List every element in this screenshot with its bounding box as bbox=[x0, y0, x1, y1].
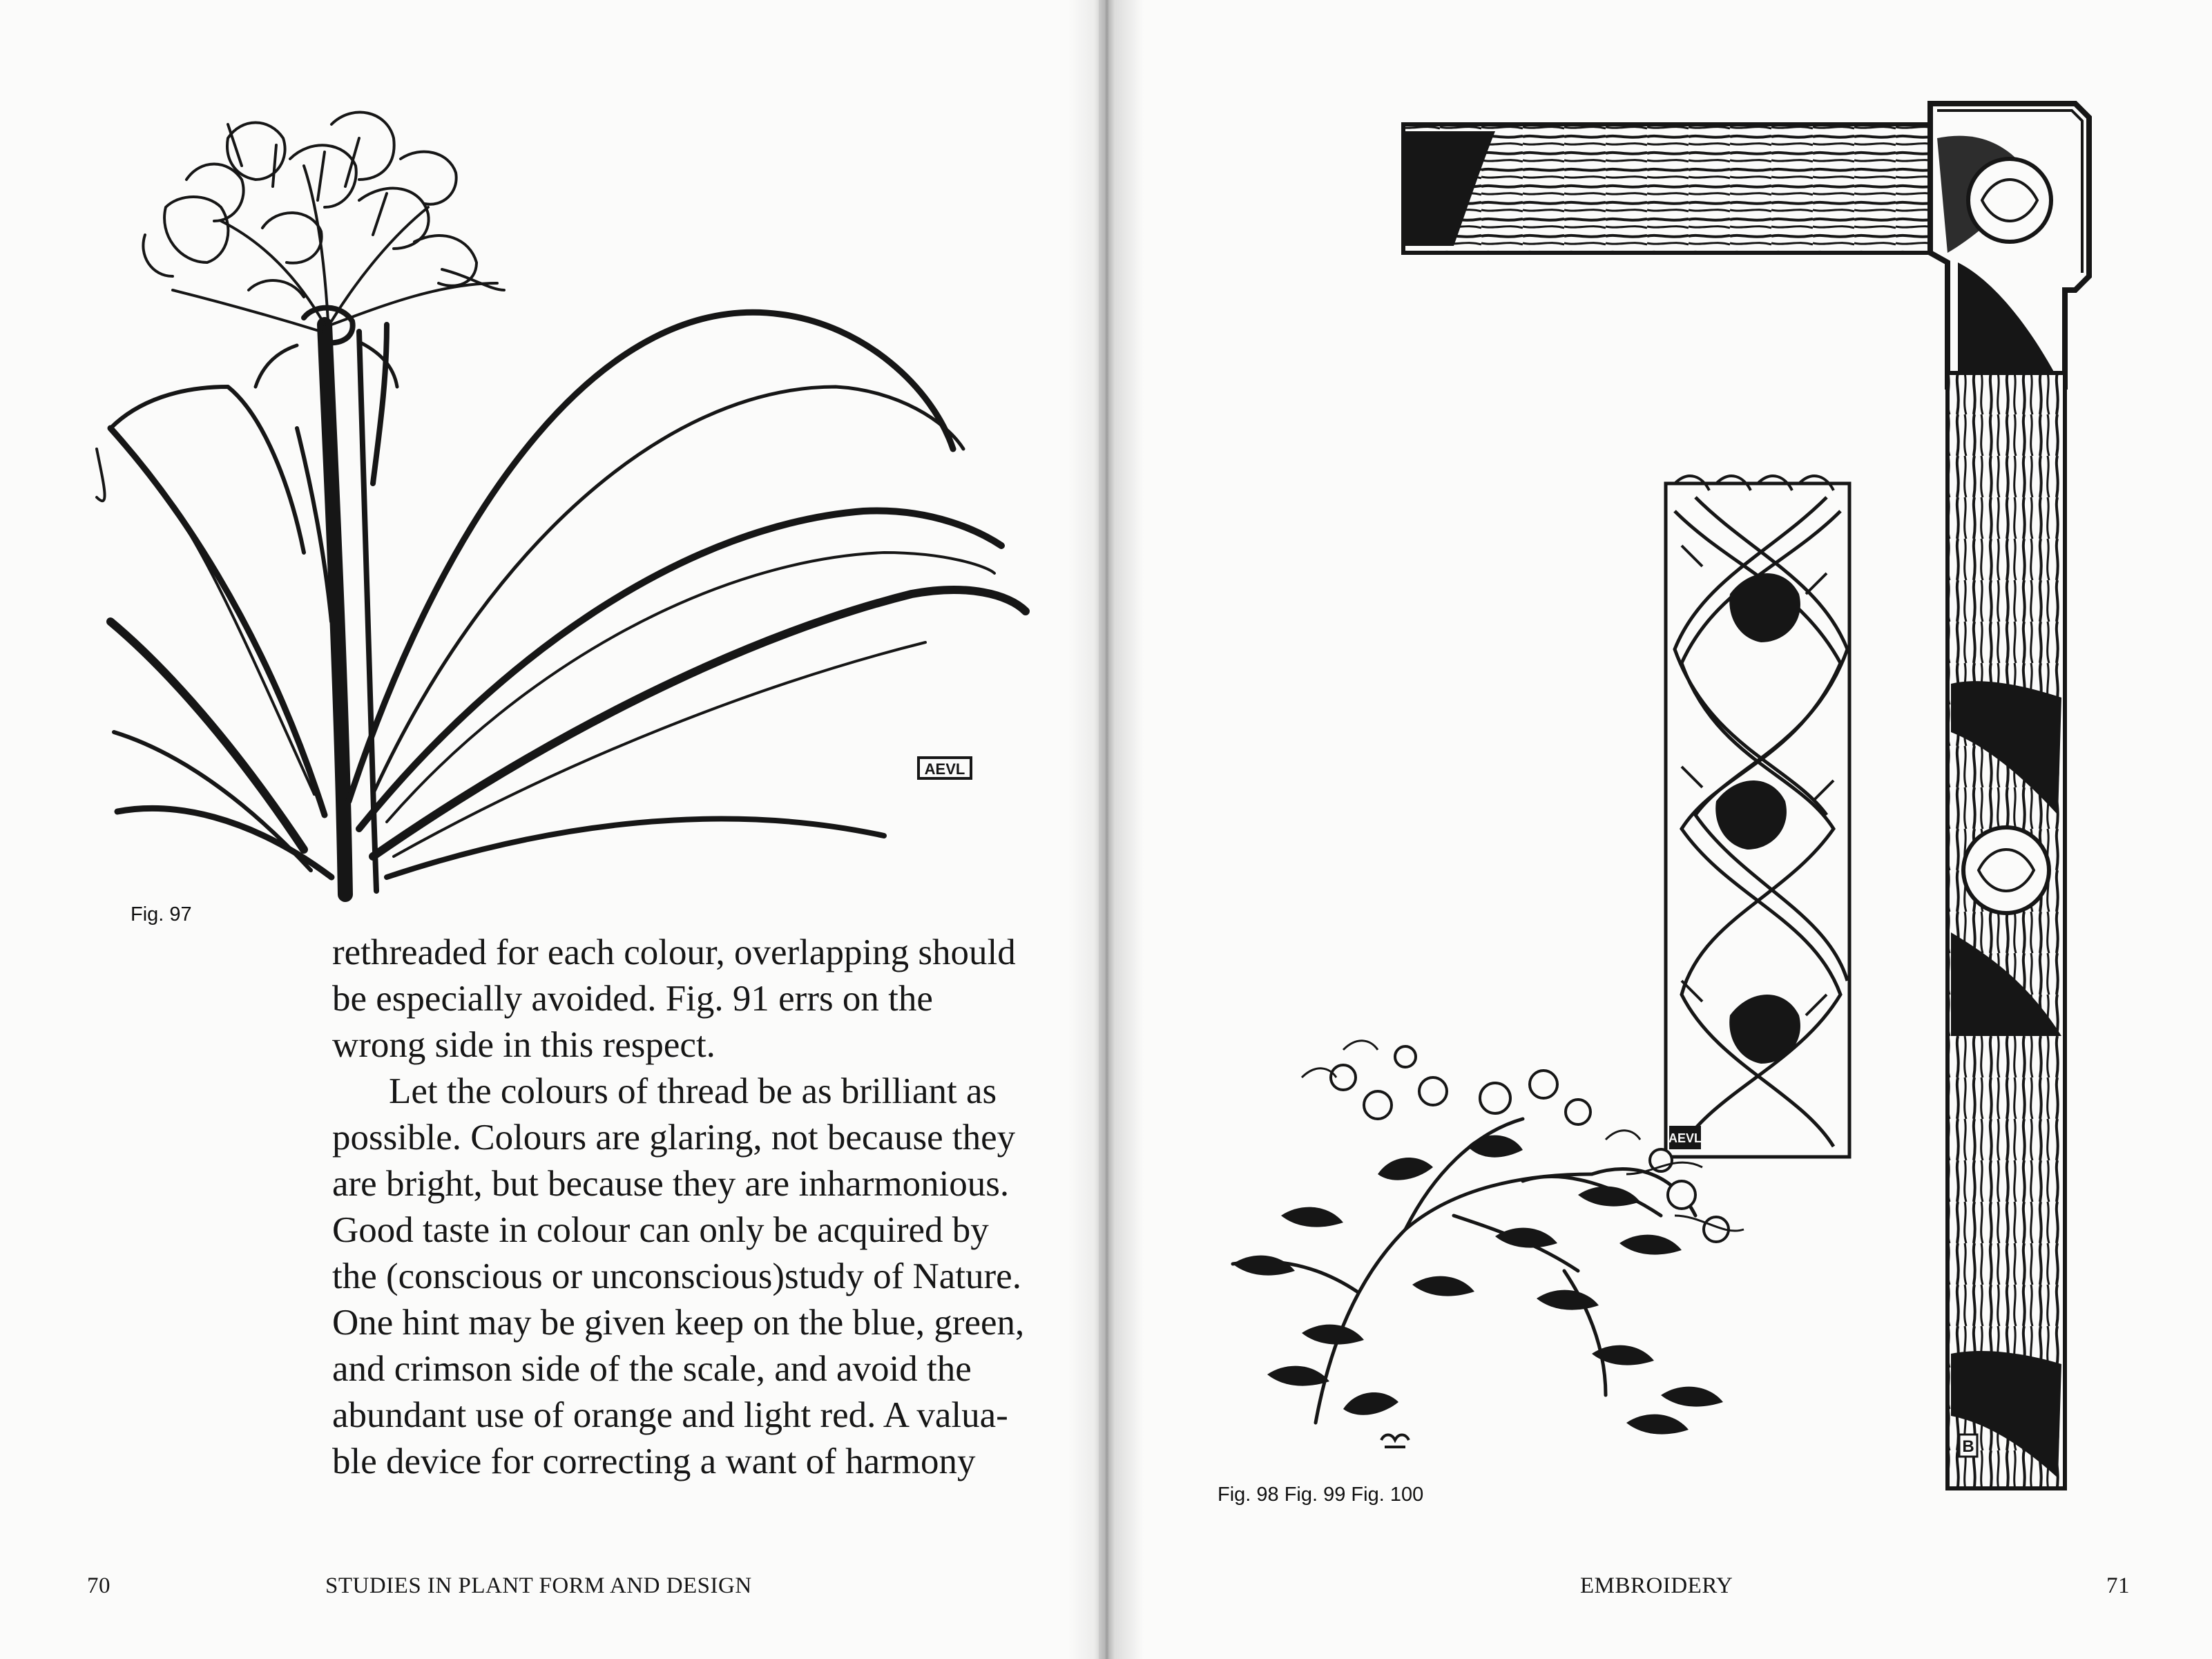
body-line: ble device for correcting a want of harmony bbox=[332, 1441, 976, 1481]
left-running-head: STUDIES IN PLANT FORM AND DESIGN bbox=[325, 1573, 752, 1598]
right-page-number: 71 bbox=[2106, 1573, 2130, 1598]
panel-monogram: AEVL bbox=[1668, 1131, 1702, 1145]
right-running-head: EMBROIDERY bbox=[1580, 1573, 1733, 1598]
fig-97-clivia-illustration bbox=[0, 0, 1099, 912]
body-line: possible. Colours are glaring, not because they bbox=[332, 1118, 1016, 1158]
body-line: One hint may be given keep on the blue, green, bbox=[332, 1303, 1025, 1343]
body-line: abundant use of orange and light red. A valua- bbox=[332, 1395, 1008, 1435]
fig-97-caption: Fig. 97 bbox=[131, 903, 192, 926]
left-page bbox=[0, 0, 1099, 1659]
left-page-number: 70 bbox=[87, 1573, 110, 1598]
body-line: rethreaded for each colour, overlapping should bbox=[332, 932, 1016, 972]
body-line: wrong side in this respect. bbox=[332, 1025, 715, 1065]
figs-98-100-caption: Fig. 98 Fig. 99 Fig. 100 bbox=[1218, 1484, 1424, 1506]
fig-98-jasmine-sprig bbox=[1108, 0, 2212, 1659]
body-line: and crimson side of the scale, and avoid the bbox=[332, 1349, 972, 1389]
body-line: Good taste in colour can only be acquired by bbox=[332, 1210, 989, 1250]
right-page bbox=[1108, 0, 2212, 1659]
aevl-monogram-text: AEVL bbox=[924, 760, 965, 778]
body-line: Let the colours of thread be as brilliant as bbox=[389, 1071, 997, 1111]
body-line: be especially avoided. Fig. 91 errs on the bbox=[332, 979, 933, 1019]
body-line: are bright, but because they are inharmonious. bbox=[332, 1164, 1010, 1204]
border-monogram: B bbox=[1962, 1437, 1974, 1456]
book-gutter-shadow bbox=[1068, 0, 1144, 1659]
body-line: the (conscious or unconscious)study of Nature. bbox=[332, 1256, 1021, 1296]
body-text bbox=[332, 930, 1064, 1485]
